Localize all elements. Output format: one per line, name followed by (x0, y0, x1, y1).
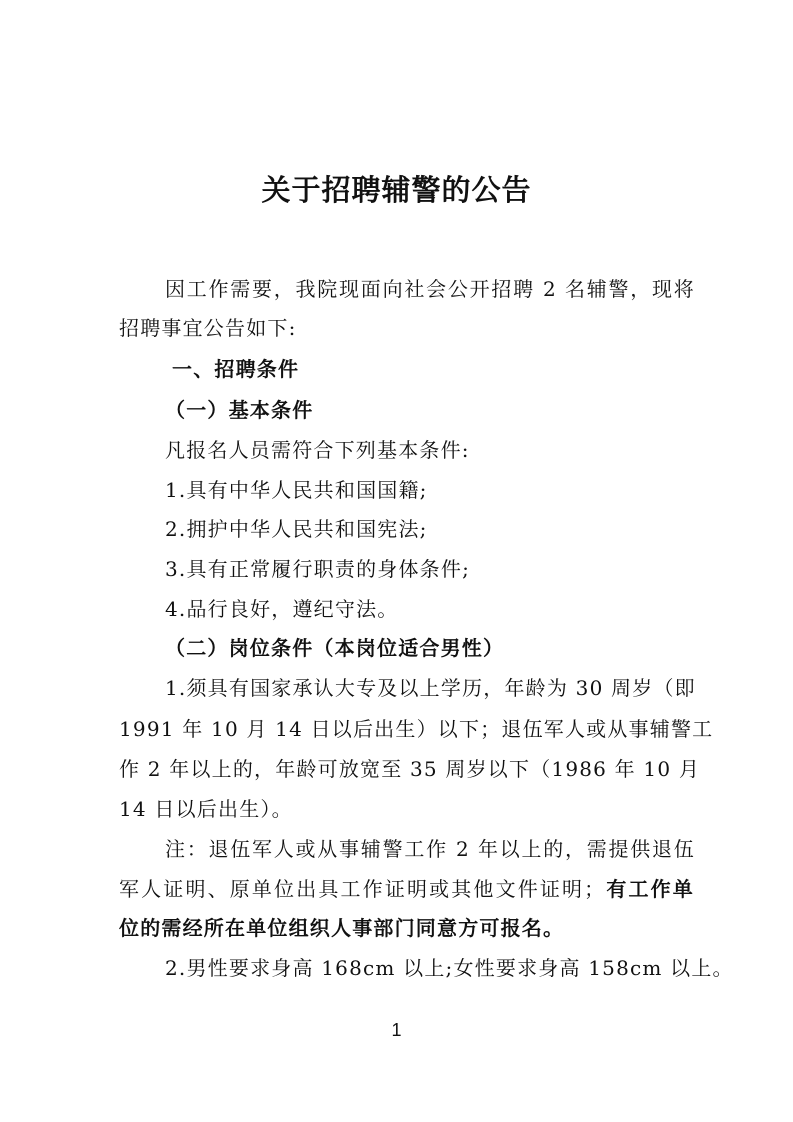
note-line-2 (119, 876, 694, 902)
page-number: 1 (391, 1020, 402, 1040)
basic-condition-item-3: 3.具有正常履行职责的身体条件; (165, 557, 471, 581)
position-item-1-line-1: 1.须具有国家承认大专及以上学历，年龄为 30 周岁（即 (165, 676, 696, 700)
basic-condition-item-1: 1.具有中华人民共和国国籍; (165, 478, 428, 502)
position-item-1-line-2: 1991 年 10 月 14 日以后出生）以下；退伍军人或从事辅警工 (119, 717, 714, 741)
basic-condition-item-4: 4.品行良好，遵纪守法。 (165, 597, 399, 621)
basic-condition-item-2: 2.拥护中华人民共和国宪法; (165, 517, 428, 541)
note-line-1: 注：退伍军人或从事辅警工作 2 年以上的，需提供退伍 (165, 837, 695, 861)
subsection-heading-basic-conditions: （一）基本条件 (165, 398, 314, 422)
position-item-1-line-4: 14 日以后出生）。 (119, 797, 293, 821)
position-item-1-line-3: 作 2 年以上的，年龄可放宽至 35 周岁以下（1986 年 10 月 (119, 757, 701, 781)
note-line-2-bold: 有工作单 (605, 877, 694, 901)
note-line-2-normal: 军人证明、原单位出具工作证明或其他文件证明； (119, 877, 606, 901)
basic-conditions-lead: 凡报名人员需符合下列基本条件: (165, 438, 470, 462)
position-item-2: 2.男性要求身高 168cm 以上;女性要求身高 158cm 以上。 (165, 956, 734, 980)
subsection-heading-position-conditions: （二）岗位条件（本岗位适合男性） (165, 636, 505, 660)
document-title: 关于招聘辅警的公告 (261, 173, 532, 207)
section-heading-recruitment-conditions: 一、招聘条件 (172, 357, 300, 381)
intro-line-1: 因工作需要，我院现面向社会公开招聘 2 名辅警，现将 (165, 277, 695, 301)
intro-line-2: 招聘事宜公告如下: (119, 316, 297, 340)
note-line-3-bold: 位的需经所在单位组织人事部门同意方可报名。 (119, 916, 565, 940)
